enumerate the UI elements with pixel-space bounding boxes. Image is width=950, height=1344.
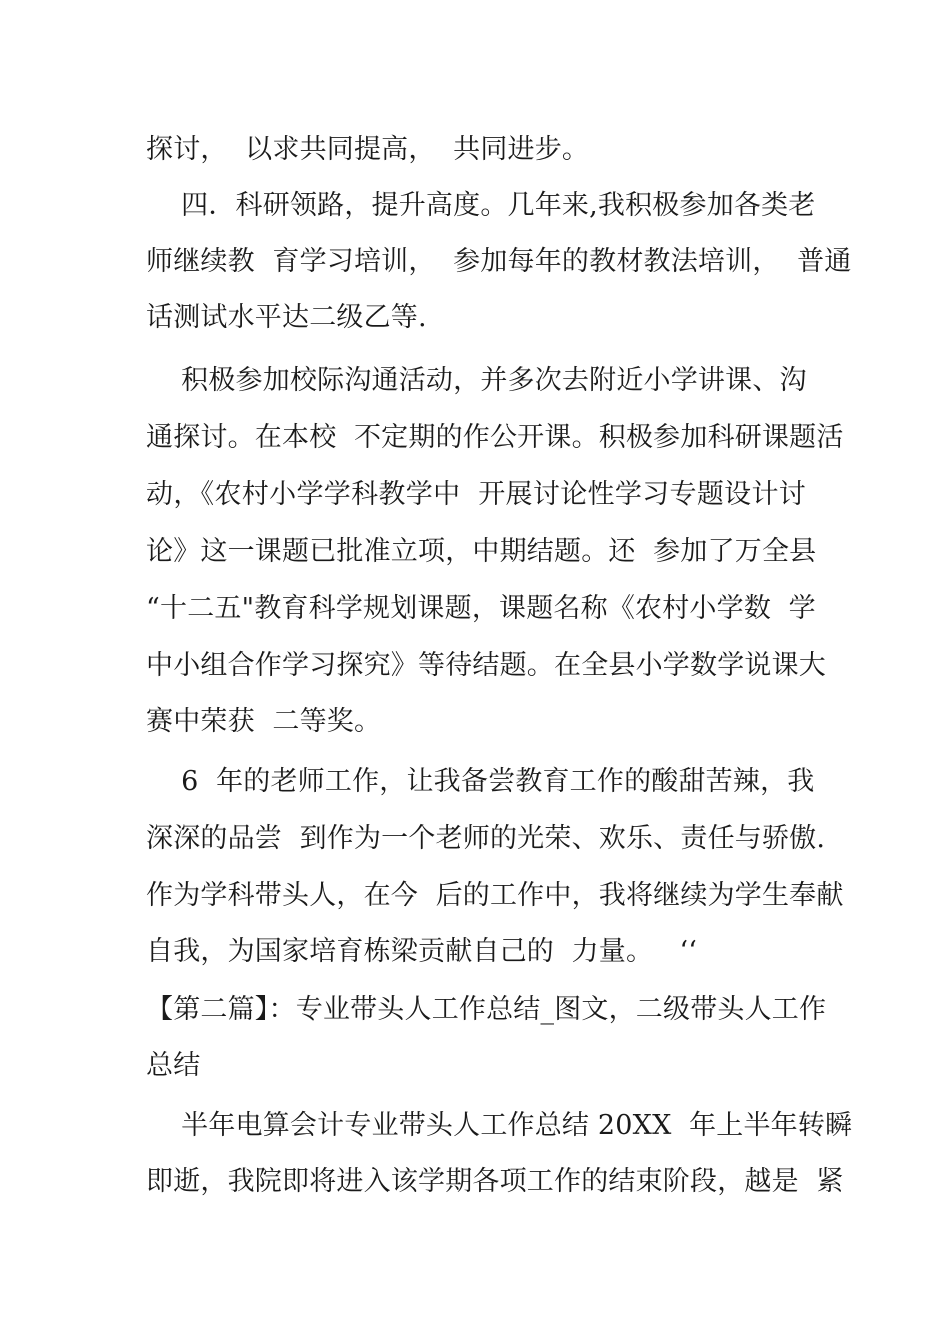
text-line: 赛中荣获 二等奖。 bbox=[146, 706, 382, 737]
text-line: 动，《农村小学学科教学中 开展讨论性学习专题设计讨 bbox=[146, 479, 806, 510]
text-line: 6 年的老师工作，让我备尝教育工作的酸甜苦辣，我 bbox=[146, 766, 815, 797]
text-line: 深深的品尝 到作为一个老师的光荣、欢乐、责任与骄傲. bbox=[146, 823, 826, 854]
text-line: “十二五"教育科学规划课题，课题名称《农村小学数 学 bbox=[146, 593, 816, 624]
text-line: 探讨， 以求共同提高， 共同进步。 bbox=[146, 134, 590, 165]
text-line: 即逝，我院即将进入该学期各项工作的结束阶段，越是 紧 bbox=[146, 1166, 844, 1197]
text-line: 半年电算会计专业带头人工作总结 20XX 年上半年转瞬 bbox=[146, 1110, 853, 1141]
text-line: 积极参加校际沟通活动，并多次去附近小学讲课、沟 bbox=[146, 365, 807, 396]
text-line: 论》这一课题已批准立项，中期结题。还 参加了万全县 bbox=[146, 536, 817, 567]
text-line: 通探讨。在本校 不定期的作公开课。积极参加科研课题活 bbox=[146, 422, 844, 453]
text-line: 四．科研领路，提升高度。几年来,我积极参加各类老 bbox=[146, 190, 816, 221]
text-line: 自我，为国家培育栋梁贡献自己的 力量。 ‘‘ bbox=[146, 936, 698, 967]
text-line: 师继续教 育学习培训， 参加每年的教材教法培训， 普通 bbox=[146, 246, 852, 277]
section-heading: 总结 bbox=[146, 1050, 201, 1081]
text-line: 作为学科带头人，在今 后的工作中，我将继续为学生奉献 bbox=[146, 880, 844, 911]
text-line: 话测试水平达二级乙等. bbox=[146, 302, 427, 333]
text-line: 中小组合作学习探究》等待结题。在全县小学数学说课大 bbox=[146, 650, 826, 681]
section-heading: 【第二篇】：专业带头人工作总结_图文，二级带头人工作 bbox=[146, 994, 827, 1025]
